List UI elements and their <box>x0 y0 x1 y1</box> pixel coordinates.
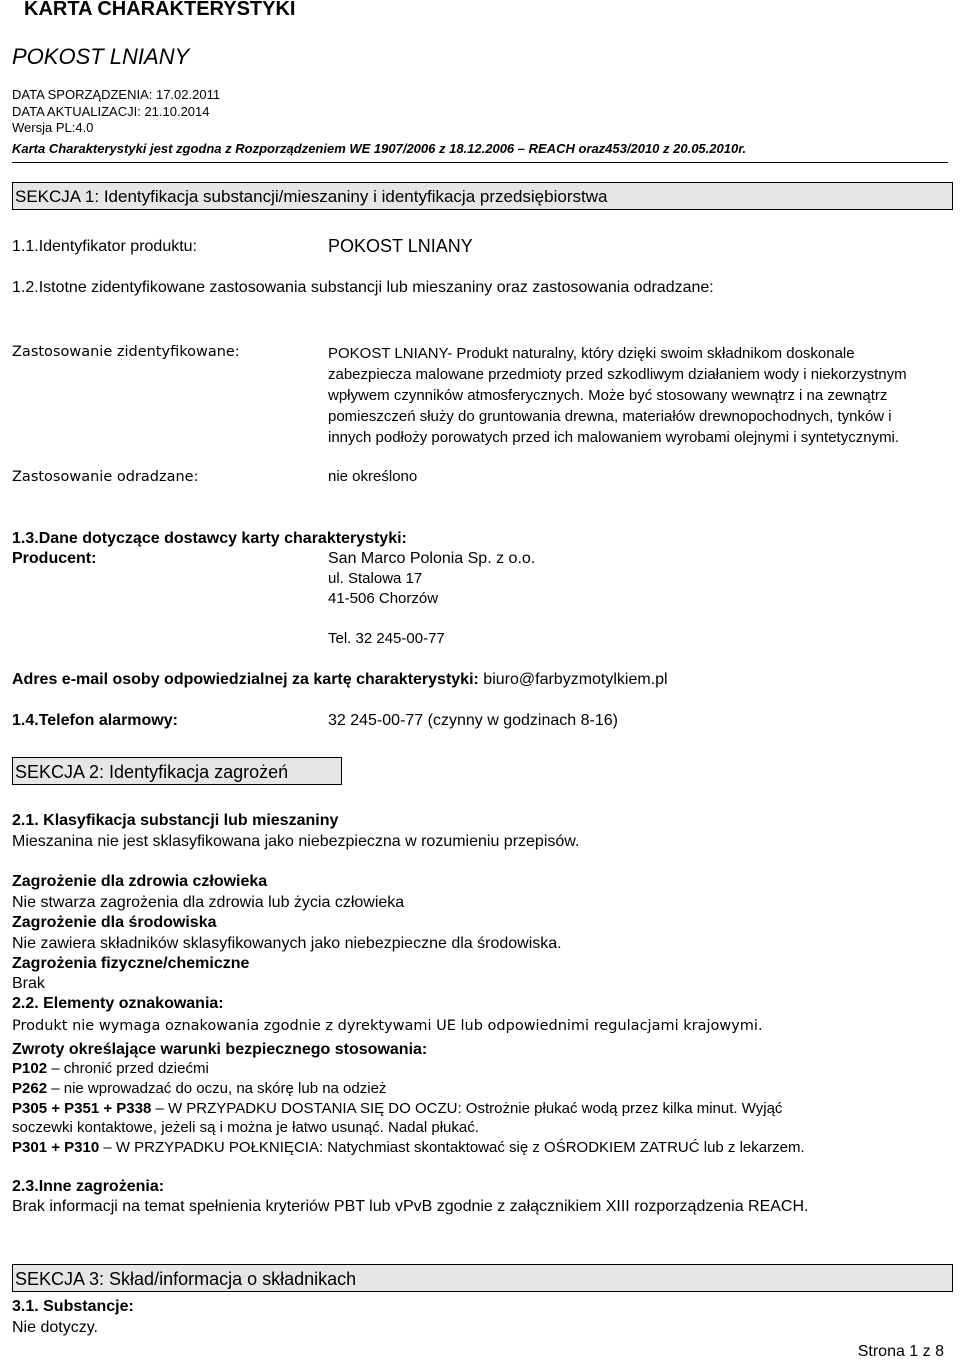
p301-text: – W PRZYPADKU POŁKNIĘCIA: Natychmiast skontaktować się z OŚRODKIEM ZATRUĆ lub z lekarzem. <box>99 1139 805 1156</box>
identified-use-label: Zastosowanie zidentyfikowane: <box>12 344 240 360</box>
p305-text-continued: soczewki kontaktowe, jeżeli są i można je łatwo usunąć. Nadal płukać. <box>12 1119 479 1136</box>
section-1-title: SEKCJA 1: Identyfikacja substancji/mieszaniny i identyfikacja przedsiębiorstwa <box>12 182 953 210</box>
env-hazard-text: Nie zawiera składników sklasyfikowanych jako niebezpieczne dla środowiska. <box>12 935 562 952</box>
version: Wersja PL:4.0 <box>12 120 94 135</box>
substances-heading: 3.1. Substancje: <box>12 1298 134 1315</box>
email-label: Adres e-mail osoby odpowiedzialnej za kartę charakterystyki: <box>12 671 479 688</box>
update-date: DATA AKTUALIZACJI: 21.10.2014 <box>12 104 210 119</box>
emergency-phone-label: 1.4.Telefon alarmowy: <box>12 712 178 729</box>
product-identifier-value: POKOST LNIANY <box>328 236 473 256</box>
producer-phone: Tel. 32 245-00-77 <box>328 630 445 647</box>
section-2-title: SEKCJA 2: Identyfikacja zagrożeń <box>12 757 342 785</box>
p102-text: – chronić przed dziećmi <box>51 1060 209 1077</box>
label-elements-text: Produkt nie wymaga oznakowania zgodnie z dyrektywami UE lub odpowiednimi regulacjami krajowymi. <box>12 1018 763 1034</box>
header-divider <box>12 162 948 163</box>
advised-against-label: Zastosowanie odradzane: <box>12 469 199 485</box>
p262-code: P262 <box>12 1080 48 1097</box>
health-hazard-text: Nie stwarza zagrożenia dla zdrowia lub życia człowieka <box>12 894 405 911</box>
physical-hazard-heading: Zagrożenia fizyczne/chemiczne <box>12 955 250 972</box>
label-elements-heading: 2.2. Elementy oznakowania: <box>12 995 224 1012</box>
p305-code: P305 + P351 + P338 <box>12 1100 152 1117</box>
classification-heading: 2.1. Klasyfikacja substancji lub mieszaniny <box>12 812 339 829</box>
email-value: biuro@farbyzmotylkiem.pl <box>483 671 668 688</box>
p305-text: – W PRZYPADKU DOSTANIA SIĘ DO OCZU: Ostrożnie płukać wodą przez kilka minut. Wyjąć <box>151 1100 783 1117</box>
precautionary-heading: Zwroty określające warunki bezpiecznego stosowania: <box>12 1041 428 1058</box>
emergency-phone-value: 32 245-00-77 (czynny w godzinach 8-16) <box>328 712 618 729</box>
identified-use-text: POKOST LNIANY- Produkt naturalny, który dzięki swoim składnikom doskonale zabezpiecza malowane przedmioty przed szkodliwym działaniem wody i niekorzystnym wpływem czynników atmosferycznych. Może być stosowany wewnątrz i na zewnątrz pomieszczeń służy do gruntowania drewna, materiałów drewnopochodnych, tynków i innych podłoży porowatych przed ich malowaniem wyrobami olejnymi i syntetycznymi. <box>328 345 907 446</box>
product-title: POKOST LNIANY <box>12 44 190 69</box>
env-hazard-heading: Zagrożenie dla środowiska <box>12 914 217 931</box>
section-3-title: SEKCJA 3: Skład/informacja o składnikach <box>12 1264 953 1292</box>
producer-city: 41-506 Chorzów <box>328 590 439 607</box>
health-hazard-heading: Zagrożenie dla zdrowia człowieka <box>12 873 268 890</box>
producer-label: Producent: <box>12 550 97 567</box>
classification-text: Mieszanina nie jest sklasyfikowana jako niebezpieczna w rozumieniu przepisów. <box>12 833 580 850</box>
p102-code: P102 <box>12 1060 48 1077</box>
p262-text: – nie wprowadzać do oczu, na skórę lub na odzież <box>51 1080 387 1097</box>
relevant-uses-heading: 1.2.Istotne zidentyfikowane zastosowania substancji lub mieszaniny oraz zastosowania odradzane: <box>12 279 714 296</box>
creation-date: DATA SPORZĄDZENIA: 17.02.2011 <box>12 87 221 102</box>
product-identifier-label: 1.1.Identyfikator produktu: <box>12 238 197 255</box>
physical-hazard-text: Brak <box>12 975 45 992</box>
other-hazards-text: Brak informacji na temat spełnienia kryteriów PBT lub vPvB zgodnie z załącznikiem XIII rozporządzenia REACH. <box>12 1198 809 1215</box>
supplier-heading: 1.3.Dane dotyczące dostawcy karty charakterystyki: <box>12 530 407 547</box>
other-hazards-heading: 2.3.Inne zagrożenia: <box>12 1178 165 1195</box>
p301-code: P301 + P310 <box>12 1139 100 1156</box>
producer-street: ul. Stalowa 17 <box>328 570 423 587</box>
producer-name: San Marco Polonia Sp. z o.o. <box>328 550 536 567</box>
document-title: KARTA CHARAKTERYSTYKI <box>24 0 296 20</box>
regulation-note: Karta Charakterystyki jest zgodna z Rozporządzeniem WE 1907/2006 z 18.12.2006 – REACH oraz453/2010 z 20.05.2010r. <box>12 141 747 156</box>
advised-against-value: nie określono <box>328 468 418 485</box>
page-number: Strona 1 z 8 <box>857 1343 944 1360</box>
substances-text: Nie dotyczy. <box>12 1319 98 1336</box>
